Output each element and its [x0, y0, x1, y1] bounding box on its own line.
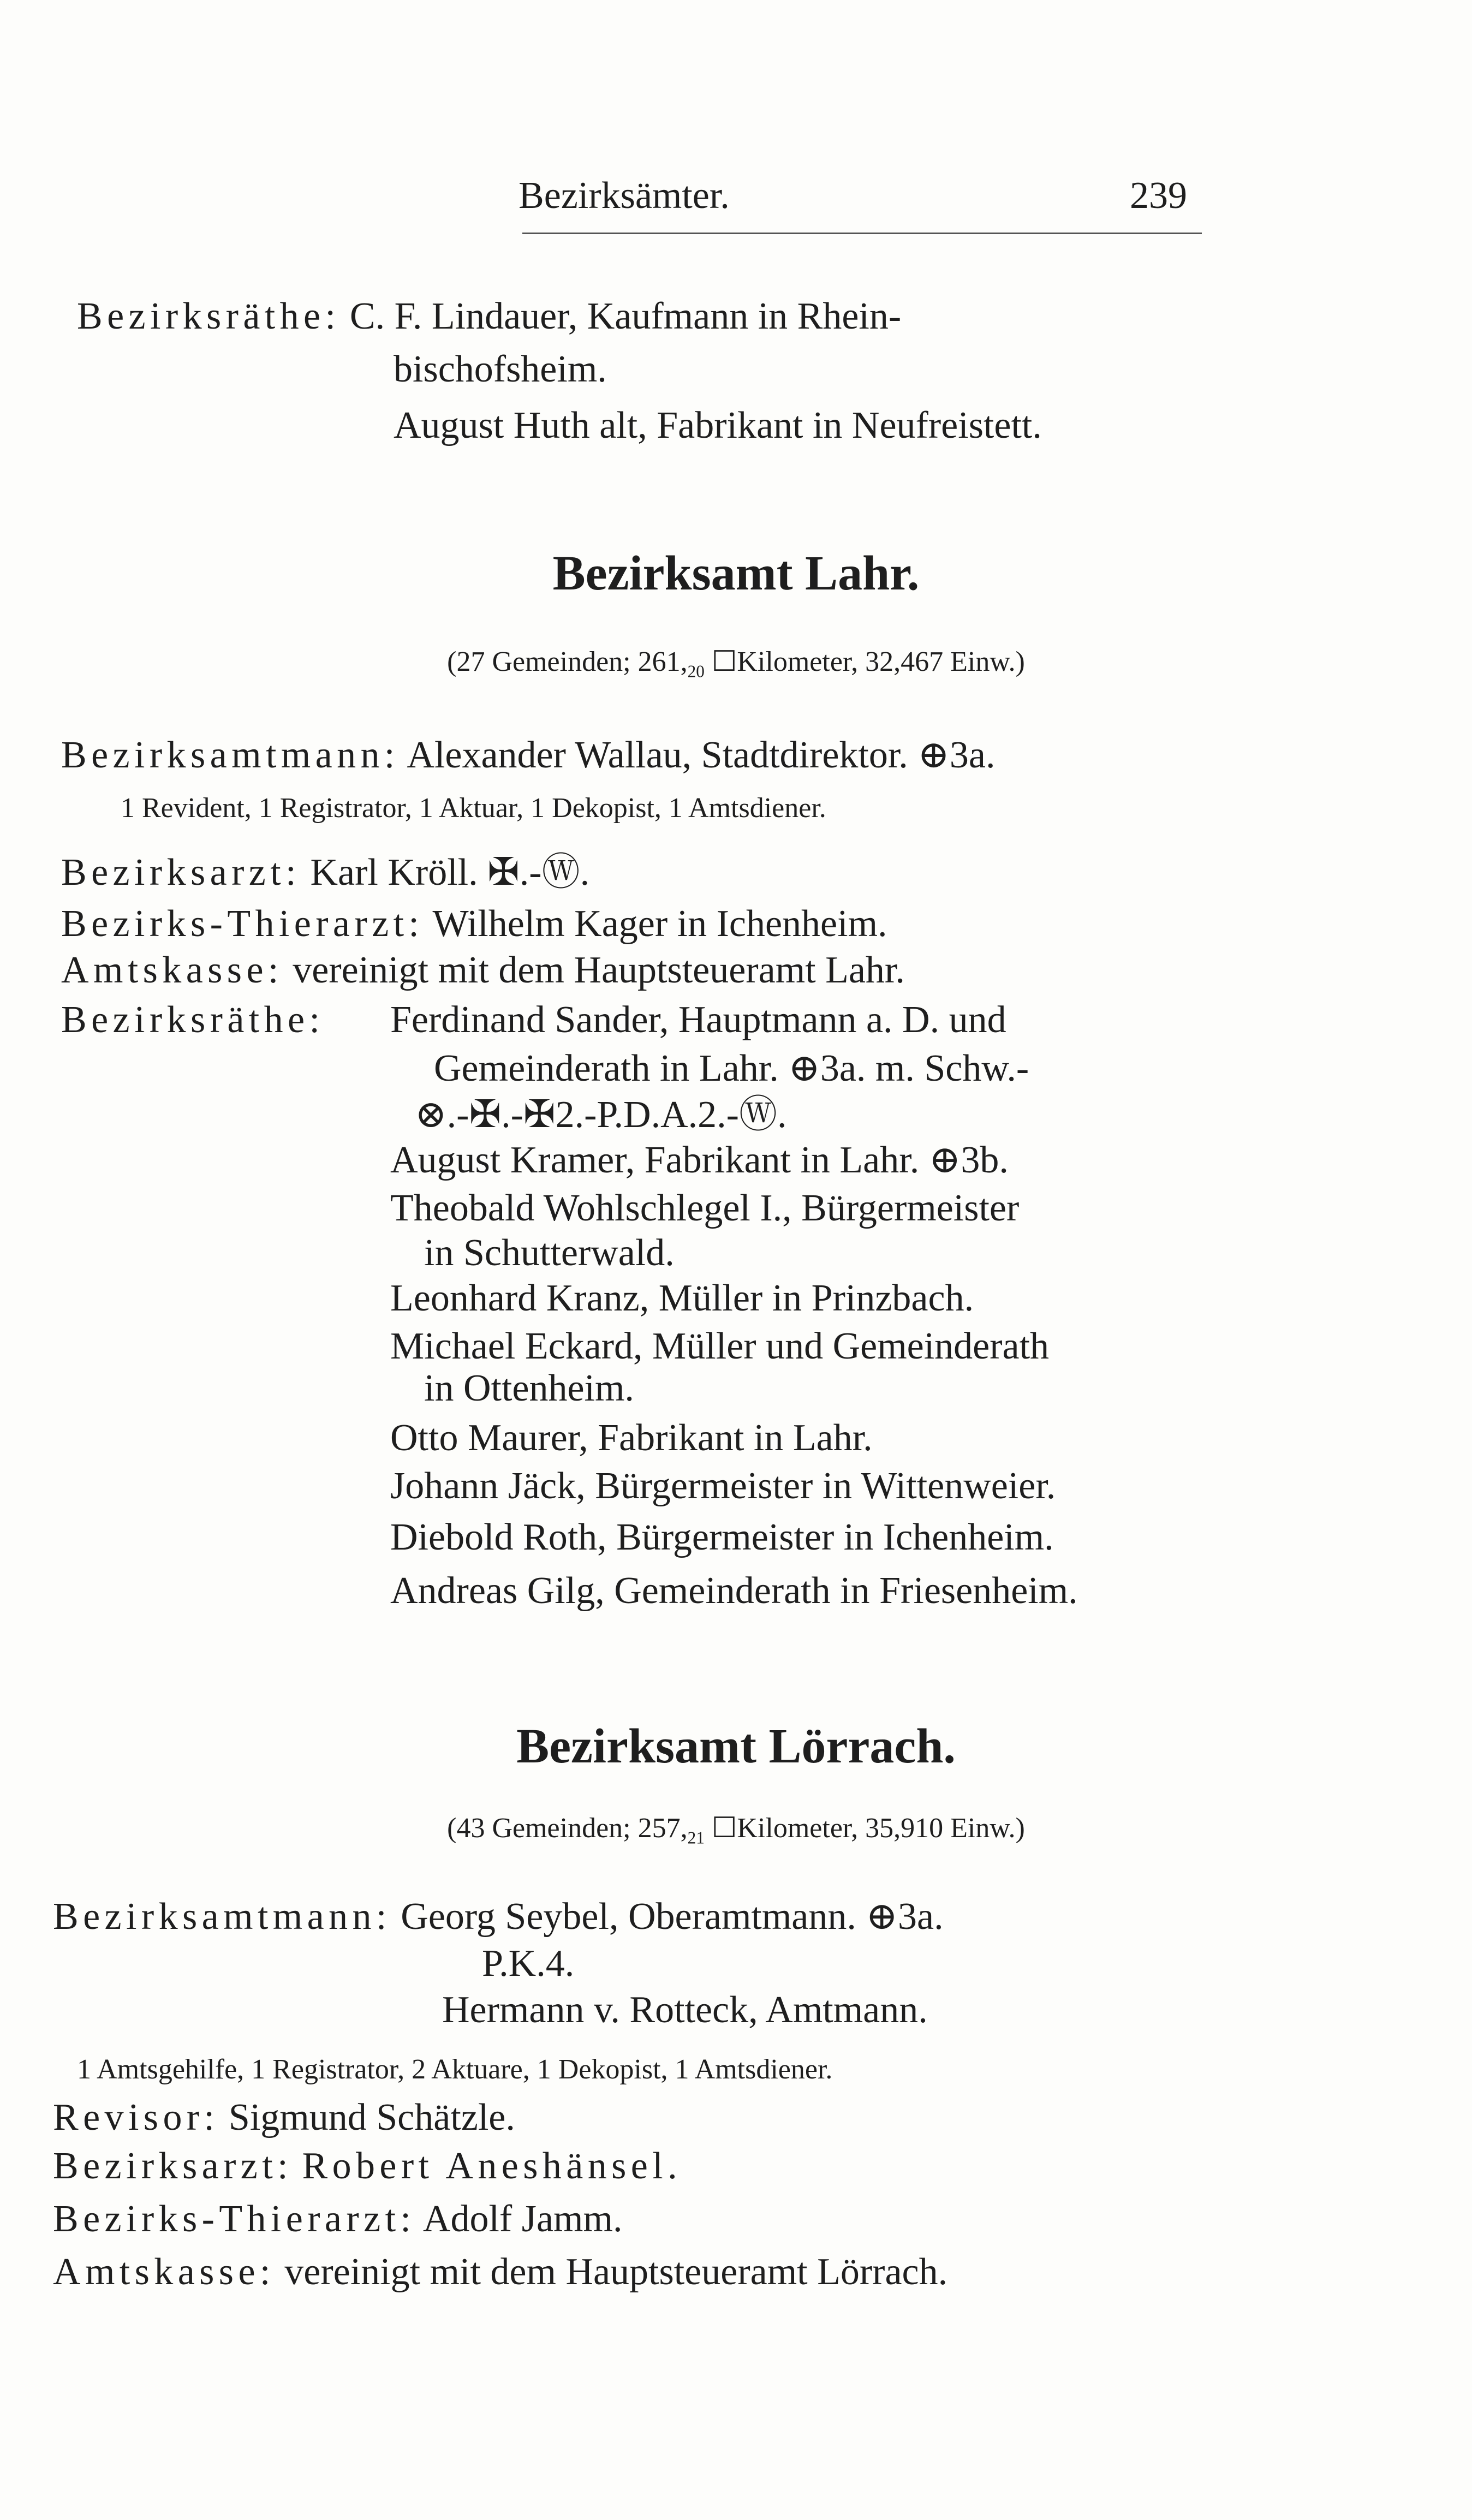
label: Revisor:	[53, 2096, 219, 2138]
raete-entry-cont: in Schutterwald.	[424, 1232, 675, 1274]
raete-entry: Ferdinand Sander, Hauptmann a. D. und	[390, 999, 1006, 1041]
staff-line: 1 Amtsgehilfe, 1 Registrator, 2 Aktuare, 1 Dekopist, 1 Amtsdiener.	[77, 2054, 833, 2085]
stats-text: ☐Kilometer, 32,467 Einw.)	[704, 646, 1025, 677]
raete-entry: August Kramer, Fabrikant in Lahr. ⊕3b.	[390, 1139, 1009, 1181]
raete-entry-cont: in Ottenheim.	[424, 1367, 634, 1409]
entry: Alexander Wallau, Stadtdirektor. ⊕3a.	[407, 734, 996, 776]
staff-line: 1 Revident, 1 Registrator, 1 Aktuar, 1 Dekopist, 1 Amtsdiener.	[121, 793, 826, 824]
entry: Adolf Jamm.	[422, 2198, 623, 2240]
raete-entry: Johann Jäck, Bürgermeister in Wittenweier.	[390, 1465, 1056, 1507]
stats-text: ☐Kilometer, 35,910 Einw.)	[704, 1813, 1025, 1844]
thierarzt-line	[53, 2195, 622, 2243]
label: Bezirksarzt:	[61, 851, 301, 893]
entry: Sigmund Schätzle.	[228, 2096, 515, 2138]
section-heading: Bezirksamt Lahr.	[552, 546, 920, 600]
stats-text: (27 Gemeinden; 261,	[447, 646, 688, 677]
raete-entry-cont: Gemeinderath in Lahr. ⊕3a. m. Schw.-	[434, 1047, 1029, 1089]
label: Amtskasse:	[61, 949, 283, 991]
entry: vereinigt mit dem Hauptsteueramt Lörrach.	[284, 2251, 948, 2293]
entry: Karl Kröll. ✠.-Ⓦ.	[310, 851, 590, 893]
raete-entry: Michael Eckard, Müller und Gemeinderath	[390, 1325, 1050, 1367]
entry: Robert Aneshänsel.	[302, 2145, 682, 2187]
arzt-line	[61, 849, 589, 897]
header-title: Bezirksämter.	[519, 175, 730, 217]
thierarzt-line	[61, 900, 887, 948]
entry: Georg Seybel, Oberamtmann. ⊕3a.	[401, 1896, 944, 1938]
stats-sub: 21	[687, 1828, 705, 1848]
district-stats	[0, 643, 1472, 690]
raethe-line	[77, 293, 901, 341]
entry: Wilhelm Kager in Ichenheim.	[432, 903, 887, 945]
page-number: 239	[1130, 175, 1187, 217]
section-heading: Bezirksamt Lörrach.	[516, 1719, 956, 1773]
label: Bezirksamtmann:	[61, 734, 400, 776]
header-rule	[522, 233, 1202, 234]
label: Bezirksräthe:	[77, 295, 341, 337]
revisor-line	[53, 2094, 515, 2142]
entry: August Huth alt, Fabrikant in Neufreistett.	[394, 404, 1042, 446]
label: Bezirks-Thierarzt:	[61, 903, 424, 945]
kasse-line	[53, 2248, 947, 2296]
label: Bezirksamtmann:	[53, 1896, 391, 1938]
label: Bezirksarzt:	[53, 2145, 293, 2187]
stats-text: (43 Gemeinden; 257,	[447, 1813, 688, 1844]
kasse-line	[61, 946, 905, 994]
stats-sub: 20	[687, 662, 705, 681]
entry: vereinigt mit dem Hauptsteueramt Lahr.	[293, 949, 905, 991]
raete-entry: Diebold Roth, Bürgermeister in Ichenheim.	[390, 1516, 1054, 1558]
raete-entry: Theobald Wohlschlegel I., Bürgermeister	[390, 1187, 1020, 1229]
entry: C. F. Lindauer, Kaufmann in Rhein-	[349, 295, 902, 337]
label: Bezirks-Thierarzt:	[53, 2198, 416, 2240]
raete-entry: Andreas Gilg, Gemeinderath in Friesenheim.	[390, 1570, 1078, 1612]
amtmann-cont: P.K.4.	[482, 1943, 575, 1985]
district-stats	[0, 1809, 1472, 1857]
entry-continuation: bischofsheim.	[394, 348, 607, 390]
raete-entry: Leonhard Kranz, Müller in Prinzbach.	[390, 1277, 974, 1319]
label: Amtskasse:	[53, 2251, 275, 2293]
arzt-line	[53, 2142, 682, 2190]
amtmann-line	[53, 1893, 944, 1941]
raete-entry: Otto Maurer, Fabrikant in Lahr.	[390, 1417, 873, 1459]
amtmann-2: Hermann v. Rotteck, Amtmann.	[442, 1989, 928, 2031]
raethe-label: Bezirksräthe:	[61, 999, 325, 1041]
raete-entry-cont: ⊗.-✠.-✠2.-P.D.A.2.-Ⓦ.	[415, 1094, 787, 1136]
amtmann-line	[61, 731, 996, 779]
